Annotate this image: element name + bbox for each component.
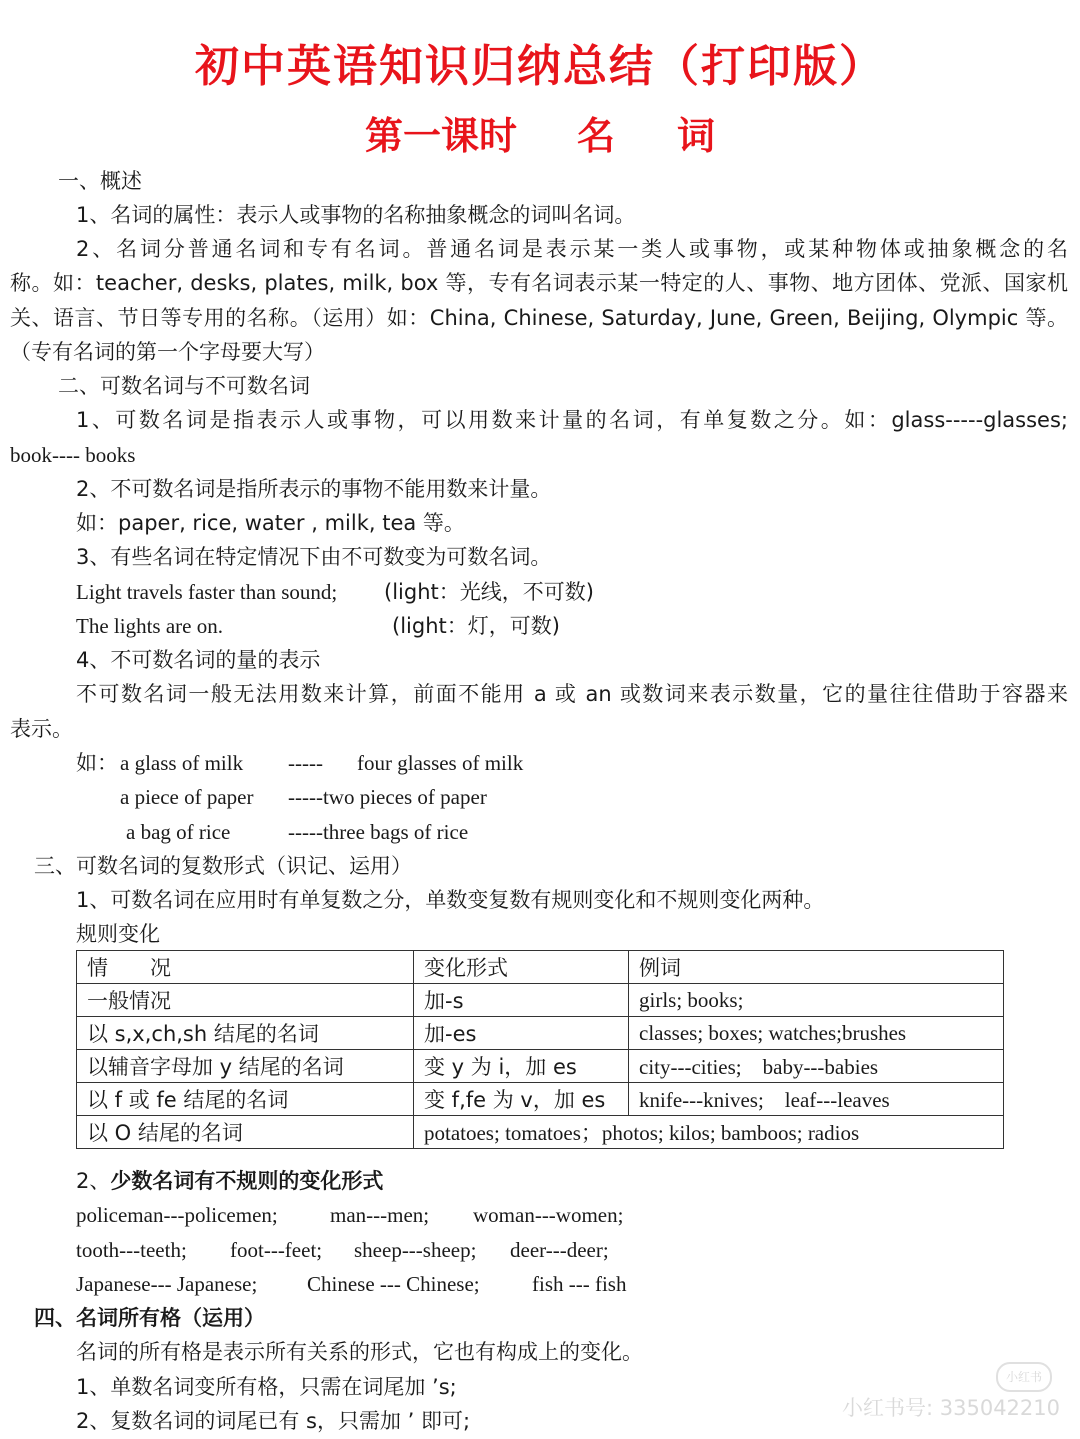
irregular-plural: policeman---policemen; [76, 1203, 278, 1227]
list-number: 2、 [76, 1169, 111, 1193]
example-phrase: -----two pieces of paper [288, 785, 487, 809]
paragraph-line: 3、有些名词在特定情况下由不可数变为可数名词。 [76, 545, 552, 569]
example-phrase: -----three bags of rice [288, 820, 469, 844]
irregular-plural: fish --- fish [532, 1272, 627, 1296]
table-row [77, 1017, 1004, 1050]
paragraph-line: 不可数名词一般无法用数来计算，前面不能用 a 或 an 或数词来表示数量，它的量往往借助于容器来 [76, 682, 1068, 706]
table-cell: 以 f 或 fe 结尾的名词 [77, 1083, 414, 1116]
paragraph-line: 1、可数名词是指表示人或事物，可以用数来计量的名词，有单复数之分。如：glass-----glasses; [76, 408, 1068, 432]
irregular-plural: tooth---teeth; [76, 1238, 187, 1262]
example-phrase: a glass of milk [120, 751, 244, 775]
paragraph-line: 名词的所有格是表示所有关系的形式，它也有构成上的变化。 [76, 1340, 643, 1364]
paragraph-line: 2、不可数名词是指所表示的事物不能用数来计量。 [76, 477, 552, 501]
paragraph-line: 1、名词的属性：表示人或事物的名称抽象概念的词叫名词。 [76, 203, 636, 227]
irregular-plural: man---men; [330, 1203, 430, 1227]
irregular-plural: Japanese--- Japanese; [76, 1272, 258, 1296]
table-cell: potatoes; tomatoes；photos; kilos; bamboos; radios [414, 1116, 1004, 1149]
table-cell: 变 y 为 i，加 es [414, 1050, 629, 1083]
example-note: (light：灯，可数) [392, 614, 560, 638]
table-header-row [77, 951, 1004, 984]
irregular-plural: Chinese --- Chinese; [307, 1272, 480, 1296]
paragraph-line: 2、名词分普通名词和专有名词。普通名词是表示某一类人或事物，或某种物体或抽象概念的名 [76, 237, 1068, 261]
plural-rules-table [76, 950, 1004, 1149]
example-sentence: Light travels faster than sound; [76, 580, 338, 604]
section-heading: 三、可数名词的复数形式（识记、运用） [34, 854, 412, 878]
document-title: 初中英语知识归纳总结（打印版） [195, 41, 885, 92]
paragraph-line: 关、语言、节日等专用的名称。（运用）如：China, Chinese, Saturday, June, Green, Beijing, Olympic 等。 [10, 306, 1068, 330]
irregular-plural: woman---women; [473, 1203, 624, 1227]
table-cell: 变 f,fe 为 v，加 es [414, 1083, 629, 1116]
table-cell: 加-s [414, 984, 629, 1017]
table-cell: knife---knives; leaf---leaves [629, 1083, 1004, 1116]
table-cell: 以辅音字母加 y 结尾的名词 [77, 1050, 414, 1083]
table-cell: classes; boxes; watches;brushes [629, 1017, 1004, 1050]
table-row [77, 984, 1004, 1017]
example-phrase: four glasses of milk [357, 751, 524, 775]
section-heading: 四、名词所有格（运用） [34, 1306, 265, 1330]
irregular-plural: deer---deer; [510, 1238, 609, 1262]
paragraph-line: 如：paper, rice, water , milk, tea 等。 [76, 511, 465, 535]
section-heading: 二、可数名词与不可数名词 [58, 374, 310, 398]
example-phrase: a bag of rice [126, 820, 231, 844]
table-cell: 以 O 结尾的名词 [77, 1116, 414, 1149]
watermark-logo: 小红书 [996, 1362, 1052, 1392]
irregular-plural: sheep---sheep; [354, 1238, 477, 1262]
table-cell: 加-es [414, 1017, 629, 1050]
lesson-label: 第一课时 [364, 114, 517, 158]
subheading: 少数名词有不规则的变化形式 [110, 1169, 384, 1193]
example-phrase: a piece of paper [120, 785, 254, 809]
example-dash: ----- [288, 751, 323, 775]
table-cell: girls; books; [629, 984, 1004, 1017]
table-cell: 以 s,x,ch,sh 结尾的名词 [77, 1017, 414, 1050]
lesson-topic-char-2: 词 [677, 114, 716, 158]
table-cell: 一般情况 [77, 984, 414, 1017]
paragraph-line: 4、不可数名词的量的表示 [76, 648, 321, 672]
paragraph-line: 表示。 [10, 717, 73, 741]
paragraph-line [76, 1166, 383, 1196]
table-header: 例词 [629, 951, 1004, 984]
table-header: 变化形式 [414, 951, 629, 984]
paragraph-line: 1、单数名词变所有格，只需在词尾加 ’s; [76, 1375, 457, 1399]
table-cell: city---cities; baby---babies [629, 1050, 1004, 1083]
table-header: 情 况 [77, 951, 414, 984]
example-sentence: The lights are on. [76, 614, 223, 638]
table-caption: 规则变化 [76, 922, 160, 946]
lesson-topic-char-1: 名 [576, 114, 615, 158]
paragraph-line: book---- books [10, 443, 136, 467]
table-row [77, 1116, 1004, 1149]
example-note: (light：光线，不可数) [384, 580, 594, 604]
table-row [77, 1083, 1004, 1116]
paragraph-line: 1、可数名词在应用时有单复数之分，单数变复数有规则变化和不规则变化两种。 [76, 888, 825, 912]
irregular-plural: foot---feet; [230, 1238, 323, 1262]
paragraph-line: （专有名词的第一个字母要大写） [10, 340, 325, 364]
example-prefix: 如： [76, 751, 118, 775]
lesson-title [0, 105, 1080, 160]
section-heading: 一、概述 [58, 169, 142, 193]
paragraph-line: 2、复数名词的词尾已有 s，只需加 ’ 即可; [76, 1409, 471, 1433]
paragraph-line: 称。如：teacher, desks, plates, milk, box 等，专有名词表示某一特定的人、事物、地方团体、党派、国家机 [10, 271, 1068, 295]
watermark-text: 小红书号: 335042210 [842, 1396, 1060, 1420]
table-row [77, 1050, 1004, 1083]
